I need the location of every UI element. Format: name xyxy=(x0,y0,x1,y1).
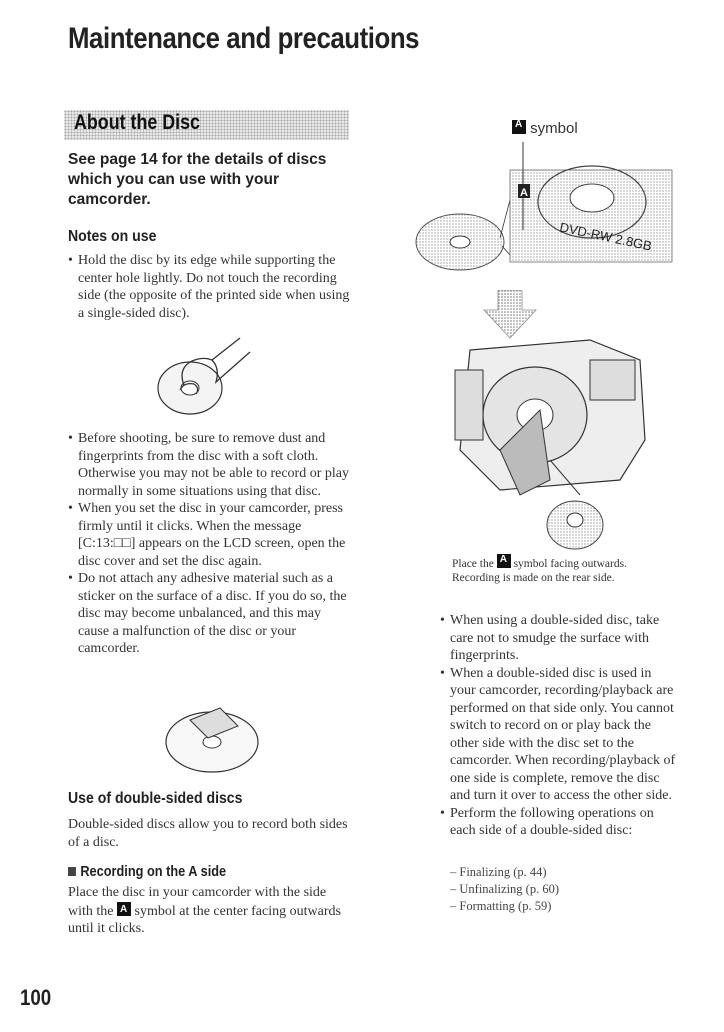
lead-text: See page 14 for the details of discs which you can use with your camcorder. xyxy=(68,151,327,208)
list-item: • When a double-sided disc is used in your camcorder, recording/playback are performed on that side only. You cannot switch to record on or play back the other side with the disc set to the camcorder. When recording/playback of one side is complete, remove the disc and turn it over to access the other side. xyxy=(440,665,676,805)
list-item: • Do not attach any adhesive material such as a sticker on the surface of a disc. If you do so, the disc may become unbalanced, and this may cause a malfunction of the disc or your camcorder. xyxy=(68,570,353,658)
square-bullet-icon xyxy=(68,867,76,876)
notes-heading: Notes on use xyxy=(68,228,157,245)
disc-label-text: DVD-RW 2.8GB xyxy=(558,219,654,254)
list-item: • Perform the following operations on each side of a double-sided disc: xyxy=(440,805,676,840)
a-side-symbol-icon xyxy=(117,902,131,916)
notes-list-1 xyxy=(68,252,353,322)
disc-sticker-illustration xyxy=(160,698,270,778)
disc-symbol-illustration xyxy=(410,130,675,280)
recording-a-side-heading: Recording on the A side xyxy=(68,864,226,880)
camcorder-illustration xyxy=(440,330,655,550)
list-item: • When using a double-sided disc, take care not to smudge the surface with fingerprints. xyxy=(440,612,676,665)
list-item: – Unfinalizing (p. 60) xyxy=(450,882,560,896)
figure-caption xyxy=(452,554,662,585)
double-sided-heading: Use of double-sided discs xyxy=(68,790,243,807)
double-sided-notes-list xyxy=(440,612,676,840)
page-title: Maintenance and precautions xyxy=(68,22,420,55)
symbol-label: A symbol xyxy=(512,120,578,137)
list-item: – Finalizing (p. 44) xyxy=(450,865,547,879)
disc-side-letter: A xyxy=(520,187,528,199)
page-number: 100 xyxy=(20,985,52,1010)
list-item: • Hold the disc by its edge while supporting the center hole lightly. Do not touch the recording side (the opposite of the printed side when using a single-sided disc). xyxy=(68,252,353,322)
notes-list-2 xyxy=(68,430,353,658)
caption-line-2: Recording is made on the rear side. xyxy=(452,572,615,584)
operations-sublist xyxy=(450,864,670,915)
list-item: • When you set the disc in your camcorder, press firmly until it clicks. When the message [C:13:□□] appears on the LCD screen, open the disc cover and set the disc again. xyxy=(68,500,353,570)
caption-line-1: Place the A symbol facing outwards. xyxy=(452,554,662,571)
list-item: • Before shooting, be sure to remove dust and fingerprints from the disc with a soft cloth. Otherwise you may not be able to record or play normally in some situations using that disc. xyxy=(68,430,353,500)
double-sided-intro: Double-sided discs allow you to record both sides of a disc. xyxy=(68,817,348,850)
section-heading: About the Disc xyxy=(74,111,200,134)
a-side-symbol-icon xyxy=(497,554,511,568)
list-item: – Formatting (p. 59) xyxy=(450,899,552,913)
disc-handling-illustration xyxy=(150,330,260,420)
recording-a-side-text: Place the disc in your camcorder with the side with the A symbol at the center facing outwards until it clicks. xyxy=(68,884,353,938)
